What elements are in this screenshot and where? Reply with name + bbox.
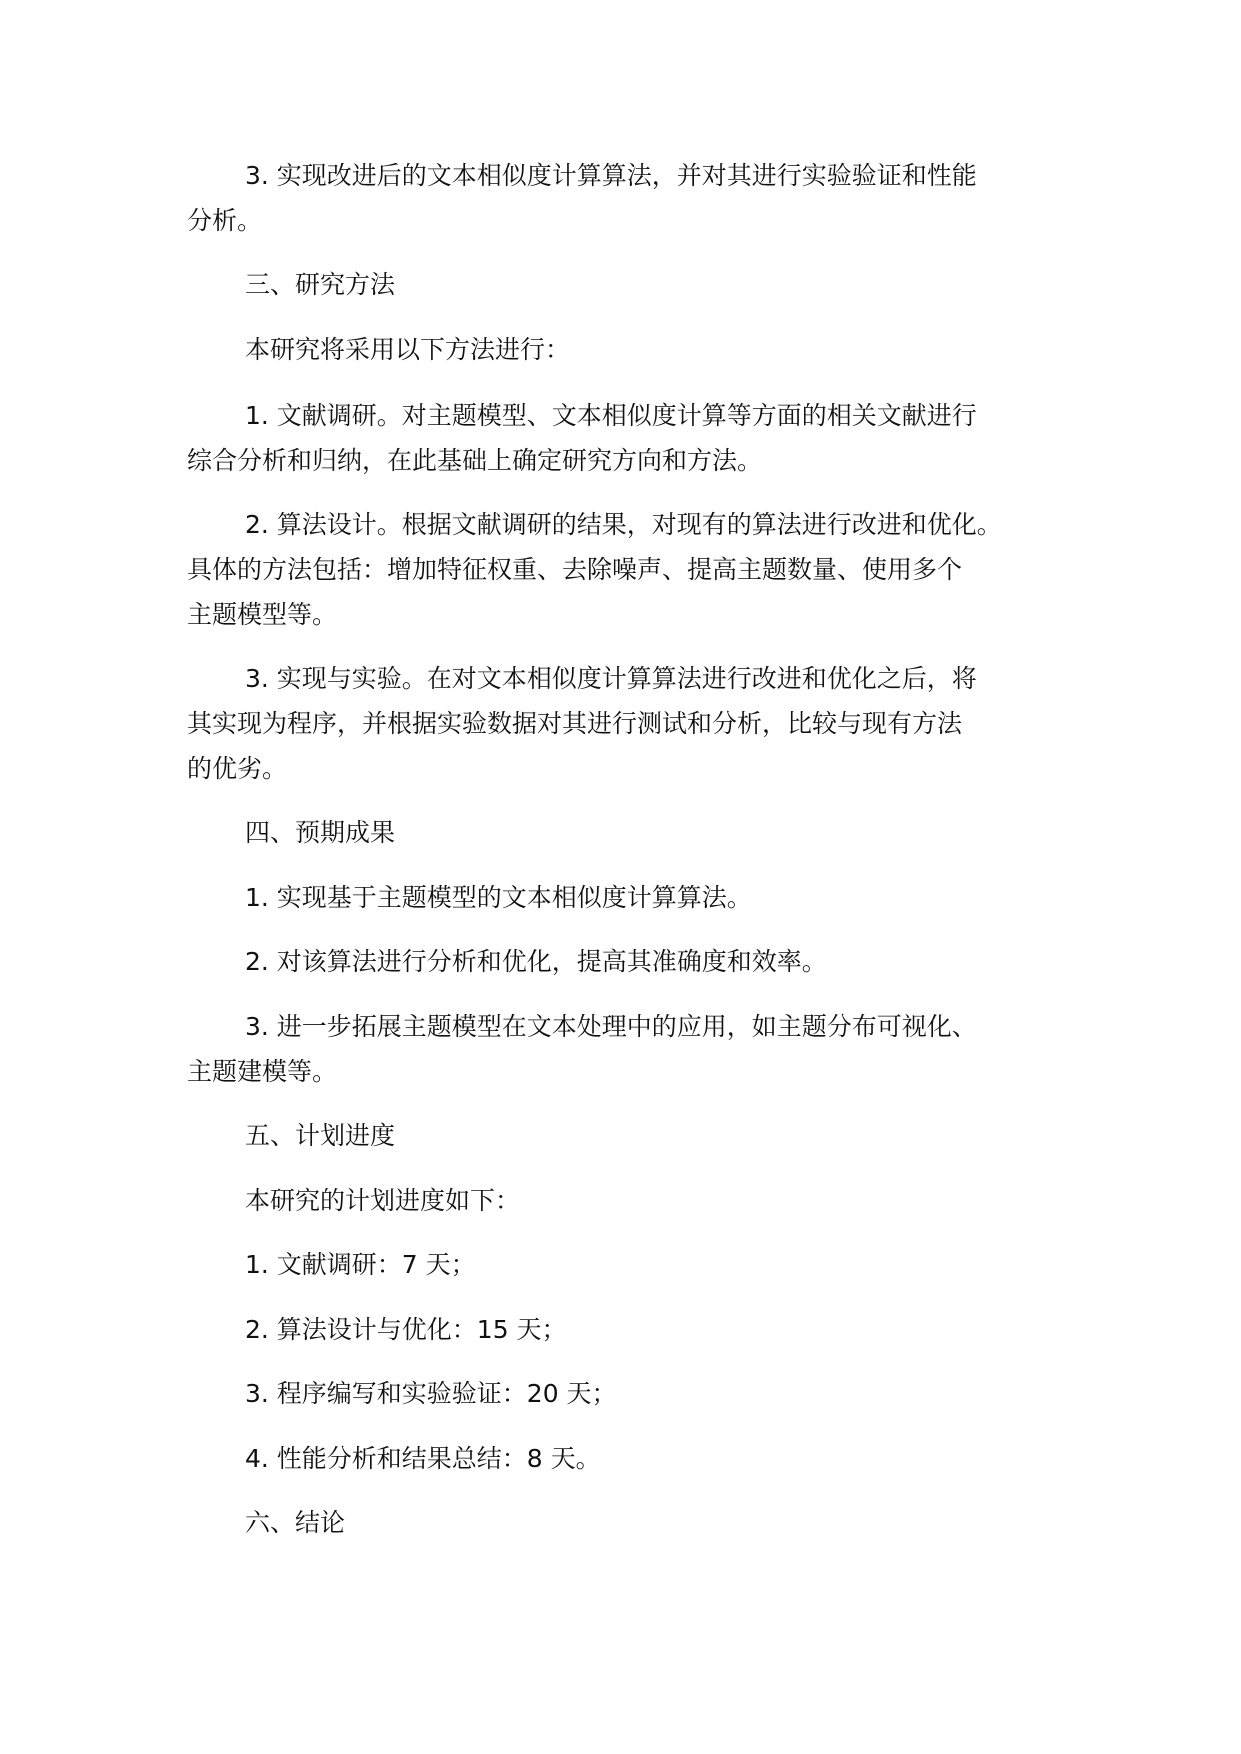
section-heading-conclusion: 六、结论 [245,1508,346,1537]
section-heading-schedule: 五、计划进度 [245,1121,396,1150]
list-item-method-3-cont: 的优劣。 [187,754,288,783]
paragraph-schedule-intro: 本研究的计划进度如下： [245,1186,521,1215]
list-item-method-3-cont: 其实现为程序，并根据实验数据对其进行测试和分析，比较与现有方法 [187,709,963,738]
list-item-method-2-cont: 具体的方法包括：增加特征权重、去除噪声、提高主题数量、使用多个 [187,555,963,584]
paragraph-methods-intro: 本研究将采用以下方法进行： [245,335,571,364]
list-item-outcome-3-cont: 主题建模等。 [187,1057,338,1086]
list-item-schedule-2: 2. 算法设计与优化：15 天； [245,1315,567,1344]
list-item-outcome-1: 1. 实现基于主题模型的文本相似度计算算法。 [245,883,752,912]
list-item-outcome-2: 2. 对该算法进行分析和优化，提高其准确度和效率。 [245,947,827,976]
section-heading-methods: 三、研究方法 [245,270,396,299]
list-item-outcome-3: 3. 进一步拓展主题模型在文本处理中的应用，如主题分布可视化、 [245,1012,977,1041]
list-item-method-3: 3. 实现与实验。在对文本相似度计算算法进行改进和优化之后，将 [245,664,977,693]
list-item-method-1: 1. 文献调研。对主题模型、文本相似度计算等方面的相关文献进行 [245,401,977,430]
list-item-schedule-4: 4. 性能分析和结果总结：8 天。 [245,1444,601,1473]
list-item-schedule-3: 3. 程序编写和实验验证：20 天； [245,1379,617,1408]
list-item-goal-3-cont: 分析。 [187,206,263,235]
section-heading-outcomes: 四、预期成果 [245,818,396,847]
list-item-method-1-cont: 综合分析和归纳，在此基础上确定研究方向和方法。 [187,446,763,475]
list-item-method-2-cont: 主题模型等。 [187,600,338,629]
list-item-method-2: 2. 算法设计。根据文献调研的结果，对现有的算法进行改进和优化。 [245,510,1002,539]
list-item-schedule-1: 1. 文献调研：7 天； [245,1250,476,1279]
list-item-goal-3: 3. 实现改进后的文本相似度计算算法，并对其进行实验验证和性能 [245,161,977,190]
